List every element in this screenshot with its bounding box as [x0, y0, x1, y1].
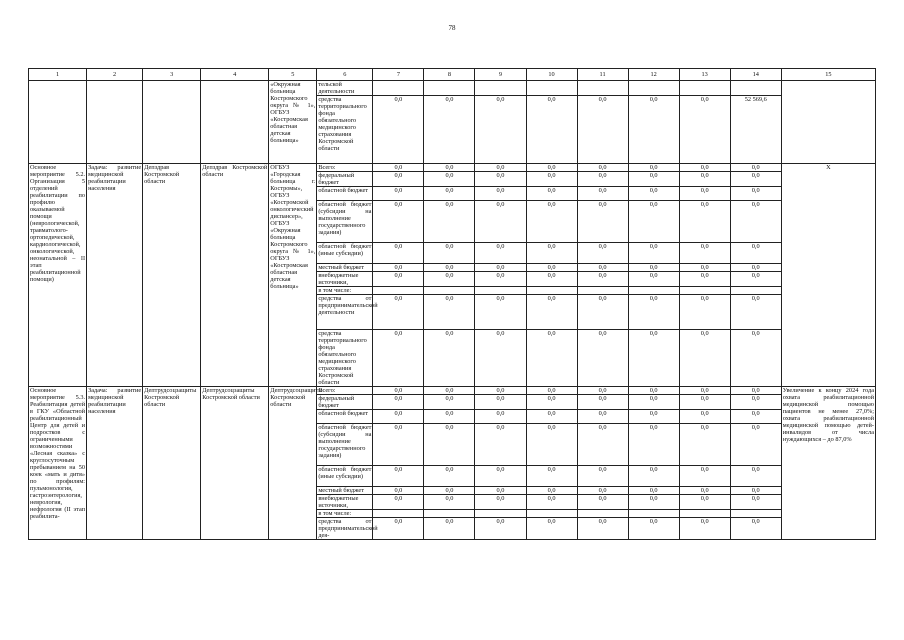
value-cell: 0,0: [577, 387, 628, 395]
header-cell: 5: [269, 69, 317, 81]
value-cell: 0,0: [373, 164, 424, 172]
value-cell: 0,0: [730, 295, 781, 330]
value-cell: 0,0: [730, 264, 781, 272]
executor-cell: ОГБУЗ «Городская больница г. Костромы», ОГБУЗ «Костромской онкологический диспансер», ОГБУЗ «Окружная больница Костромского округа № 1», ОГБУЗ «Костромская областная детская больница»: [269, 164, 317, 387]
value-cell: 0,0: [679, 466, 730, 487]
value-cell: [730, 510, 781, 518]
value-cell: 0,0: [577, 201, 628, 243]
empty-cell: [201, 81, 269, 164]
header-cell: 9: [475, 69, 526, 81]
value-cell: 0,0: [475, 466, 526, 487]
table-row: [29, 81, 876, 96]
result-cell: Увеличение к концу 2024 года охвата реабилитационной медицинской помощью пациентов не менее 27,0%; охвата реабилитационной медицинской помощью детей-инвалидов от числа нуждающихся – до 87,0%: [781, 387, 875, 540]
result-cell: Х: [781, 164, 875, 387]
header-cell: 14: [730, 69, 781, 81]
coexecutor-cell: Депздрав Костромской области: [143, 164, 201, 387]
value-cell: [475, 287, 526, 295]
value-cell: 0,0: [577, 518, 628, 540]
value-cell: 0,0: [679, 424, 730, 466]
value-cell: 0,0: [628, 187, 679, 201]
budget-table: [28, 68, 876, 540]
value-cell: 0,0: [730, 387, 781, 395]
value-cell: 0,0: [628, 172, 679, 187]
value-cell: 0,0: [577, 410, 628, 424]
value-cell: 0,0: [526, 495, 577, 510]
value-cell: 0,0: [424, 272, 475, 287]
value-cell: 0,0: [628, 410, 679, 424]
value-cell: 0,0: [424, 187, 475, 201]
value-cell: 0,0: [628, 387, 679, 395]
value-cell: 0,0: [679, 410, 730, 424]
value-cell: [475, 510, 526, 518]
value-cell: [679, 81, 730, 96]
value-cell: [628, 287, 679, 295]
table-row: [29, 387, 876, 395]
funding-source-label: областной бюджет (субсидии на выполнение государственного задания): [317, 424, 373, 466]
value-cell: 0,0: [373, 264, 424, 272]
value-cell: 0,0: [373, 330, 424, 387]
value-cell: 0,0: [730, 164, 781, 172]
responsible-cell: Депздрав Костромской области: [201, 164, 269, 387]
value-cell: 0,0: [628, 518, 679, 540]
value-cell: 0,0: [373, 295, 424, 330]
value-cell: 0,0: [526, 187, 577, 201]
value-cell: 0,0: [628, 330, 679, 387]
value-cell: 0,0: [475, 172, 526, 187]
value-cell: 0,0: [424, 466, 475, 487]
funding-source-label: внебюджетные источники,: [317, 272, 373, 287]
value-cell: 0,0: [475, 201, 526, 243]
value-cell: 0,0: [475, 518, 526, 540]
value-cell: 0,0: [526, 466, 577, 487]
value-cell: 0,0: [475, 243, 526, 264]
funding-source-label: средства территориального фонда обязательного медицинского страхования Костромской области: [317, 96, 373, 164]
value-cell: 0,0: [424, 330, 475, 387]
executor-cell: Дептрудсоцзащиты Костромской области: [269, 387, 317, 540]
value-cell: 0,0: [679, 395, 730, 410]
value-cell: 0,0: [577, 187, 628, 201]
value-cell: 0,0: [424, 96, 475, 164]
value-cell: 0,0: [577, 172, 628, 187]
table-row: [29, 164, 876, 172]
empty-cell: [87, 81, 143, 164]
value-cell: 0,0: [730, 424, 781, 466]
value-cell: 0,0: [475, 495, 526, 510]
page-number: 78: [448, 24, 456, 32]
value-cell: [526, 287, 577, 295]
value-cell: 0,0: [526, 272, 577, 287]
value-cell: 0,0: [526, 243, 577, 264]
value-cell: 0,0: [730, 243, 781, 264]
value-cell: 0,0: [424, 387, 475, 395]
value-cell: [679, 287, 730, 295]
funding-source-label: внебюджетные источники,: [317, 495, 373, 510]
value-cell: 0,0: [577, 466, 628, 487]
empty-cell: [143, 81, 201, 164]
value-cell: [679, 510, 730, 518]
value-cell: 0,0: [373, 387, 424, 395]
value-cell: 0,0: [628, 264, 679, 272]
value-cell: 0,0: [373, 487, 424, 495]
activity-name: Основное мероприятие 5.2. Организация 5 отделений реабилитации по профилю оказываемой помощи (неврологической, травматолого-ортопедической, кардиологической, онкологической, неонатальной – II этап реабилитационной помощи): [29, 164, 87, 387]
value-cell: 0,0: [577, 495, 628, 510]
value-cell: 0,0: [730, 201, 781, 243]
funding-source-label: средства от предпринимательской дея-: [318, 518, 378, 539]
value-cell: 0,0: [373, 395, 424, 410]
value-cell: 0,0: [679, 295, 730, 330]
coexecutor-cell: Дептрудсоцзащиты Костромской области: [143, 387, 201, 540]
value-cell: 0,0: [526, 487, 577, 495]
value-cell: 0,0: [475, 96, 526, 164]
value-cell: 0,0: [679, 243, 730, 264]
task-cell: Задача: развитие медицинской реабилитации населения: [87, 164, 143, 387]
value-cell: 0,0: [628, 466, 679, 487]
funding-source-label: областной бюджет: [317, 410, 373, 424]
value-cell: 0,0: [679, 164, 730, 172]
value-cell: 0,0: [475, 487, 526, 495]
value-cell: 0,0: [628, 243, 679, 264]
funding-source-label: областной бюджет (иные субсидии): [317, 466, 373, 487]
value-cell: 0,0: [373, 272, 424, 287]
value-cell: 0,0: [424, 243, 475, 264]
value-cell: 0,0: [730, 395, 781, 410]
value-cell: 0,0: [475, 264, 526, 272]
value-cell: 0,0: [730, 187, 781, 201]
funding-source-label: средства от предпринимательской деятельности: [317, 295, 373, 330]
value-cell: 0,0: [526, 330, 577, 387]
value-cell: 0,0: [526, 201, 577, 243]
value-cell: 0,0: [628, 495, 679, 510]
value-cell: 0,0: [475, 387, 526, 395]
value-cell: 0,0: [373, 424, 424, 466]
value-cell: 0,0: [526, 96, 577, 164]
value-cell: 0,0: [526, 264, 577, 272]
header-cell: 10: [526, 69, 577, 81]
header-cell: 13: [679, 69, 730, 81]
value-cell: 0,0: [679, 330, 730, 387]
value-cell: 0,0: [679, 96, 730, 164]
value-cell: 0,0: [526, 395, 577, 410]
value-cell: 0,0: [679, 187, 730, 201]
value-cell: 0,0: [577, 243, 628, 264]
header-cell: 7: [373, 69, 424, 81]
value-cell: 0,0: [424, 201, 475, 243]
header-cell: 15: [781, 69, 875, 81]
value-cell: [730, 81, 781, 96]
value-cell: 0,0: [577, 272, 628, 287]
header-cell: 1: [29, 69, 87, 81]
value-cell: 0,0: [577, 295, 628, 330]
value-cell: 0,0: [679, 264, 730, 272]
activity-name: Основное мероприятие 5.3. Реабилитация детей в ГКУ «Областной реабилитационный Центр для детей и подростков с ограниченными возможностями «Лесная сказка» с круглосуточным пребыванием на 50 коек «мать и дитя» по профилям: пульмонология, гастроэнтерология, неврология, нефрология (II этап реабилита-: [29, 387, 87, 540]
value-cell: 0,0: [628, 395, 679, 410]
value-cell: [424, 510, 475, 518]
funding-source-label: средства территориального фонда обязательного медицинского страхования Костромской области: [317, 330, 373, 387]
value-cell: 0,0: [424, 172, 475, 187]
value-cell: [424, 81, 475, 96]
value-cell: 0,0: [475, 330, 526, 387]
value-cell: 0,0: [628, 424, 679, 466]
value-cell: 0,0: [424, 395, 475, 410]
value-cell: 0,0: [679, 272, 730, 287]
value-cell: 0,0: [424, 495, 475, 510]
result-cell: [781, 81, 875, 164]
funding-source-label: областной бюджет (субсидии на выполнение государственного задания): [317, 201, 373, 243]
value-cell: 0,0: [373, 243, 424, 264]
funding-source-label: областной бюджет: [317, 187, 373, 201]
value-cell: 0,0: [475, 395, 526, 410]
value-cell: 0,0: [424, 487, 475, 495]
value-cell: 0,0: [373, 410, 424, 424]
value-cell: 0,0: [526, 410, 577, 424]
value-cell: 0,0: [577, 424, 628, 466]
value-cell: 0,0: [628, 272, 679, 287]
value-cell: 0,0: [373, 201, 424, 243]
value-cell: [526, 510, 577, 518]
value-cell: [475, 81, 526, 96]
header-cell: 3: [143, 69, 201, 81]
header-cell: 8: [424, 69, 475, 81]
value-cell: 0,0: [424, 295, 475, 330]
value-cell: 0,0: [628, 96, 679, 164]
value-cell: 0,0: [373, 187, 424, 201]
value-cell: 0,0: [526, 164, 577, 172]
funding-source-label: Всего:: [317, 164, 373, 172]
value-cell: 0,0: [679, 172, 730, 187]
value-cell: 0,0: [373, 172, 424, 187]
header-cell: 11: [577, 69, 628, 81]
value-cell: 0,0: [730, 272, 781, 287]
funding-source-label: федеральный бюджет: [317, 395, 373, 410]
funding-source-label: тельской деятельности: [317, 81, 373, 96]
value-cell: 0,0: [577, 264, 628, 272]
value-cell: 0,0: [373, 96, 424, 164]
value-cell: 0,0: [577, 487, 628, 495]
value-cell: 0,0: [577, 164, 628, 172]
funding-source-label: в том числе:: [317, 510, 373, 518]
value-cell: 0,0: [679, 518, 730, 540]
value-cell: [628, 81, 679, 96]
value-cell: 0,0: [628, 295, 679, 330]
task-cell: Задача: развитие медицинской реабилитации населения: [87, 387, 143, 540]
value-cell: 0,0: [730, 495, 781, 510]
value-cell: [424, 287, 475, 295]
value-cell: 0,0: [730, 466, 781, 487]
value-cell: 0,0: [628, 164, 679, 172]
value-cell: 0,0: [577, 395, 628, 410]
value-cell: 0,0: [526, 172, 577, 187]
value-cell: 0,0: [577, 330, 628, 387]
value-cell: 0,0: [424, 264, 475, 272]
value-cell: [373, 81, 424, 96]
header-row: [29, 69, 876, 81]
value-cell: [373, 287, 424, 295]
value-cell: 0,0: [424, 424, 475, 466]
funding-source-label: Всего:: [317, 387, 373, 395]
value-cell: 0,0: [526, 424, 577, 466]
value-cell: 0,0: [475, 424, 526, 466]
funding-source-label: местный бюджет: [317, 487, 373, 495]
header-cell: 4: [201, 69, 269, 81]
funding-source-label: областной бюджет (иные субсидии): [317, 243, 373, 264]
value-cell: 0,0: [526, 387, 577, 395]
value-cell: 0,0: [475, 410, 526, 424]
value-cell: [577, 510, 628, 518]
value-cell: 0,0: [730, 487, 781, 495]
value-cell: 0,0: [475, 164, 526, 172]
executor-cell: «Окружная больница Костромского округа № 1», ОГБУЗ «Костромская областная детская больница»: [269, 81, 317, 164]
value-cell: 0,0: [679, 201, 730, 243]
value-cell: 0,0: [679, 495, 730, 510]
header-cell: 2: [87, 69, 143, 81]
value-cell: 0,0: [628, 201, 679, 243]
value-cell: 0,0: [475, 187, 526, 201]
value-cell: 0,0: [526, 295, 577, 330]
value-cell: 0,0: [679, 487, 730, 495]
value-cell: [577, 81, 628, 96]
value-cell: 0,0: [424, 518, 475, 540]
value-cell: [577, 287, 628, 295]
value-cell: 0,0: [373, 518, 424, 540]
header-cell: 12: [628, 69, 679, 81]
value-cell: 0,0: [730, 330, 781, 387]
value-cell: 0,0: [679, 387, 730, 395]
value-cell: 0,0: [373, 495, 424, 510]
value-cell: [628, 510, 679, 518]
value-cell: 0,0: [526, 518, 577, 540]
funding-source-label: местный бюджет: [317, 264, 373, 272]
value-cell: 0,0: [730, 410, 781, 424]
funding-source-label: федеральный бюджет: [317, 172, 373, 187]
value-cell: 52 569,6: [730, 96, 781, 164]
value-cell: 0,0: [424, 164, 475, 172]
value-cell: [526, 81, 577, 96]
empty-cell: [29, 81, 87, 164]
responsible-cell: Дептрудсоцзащиты Костромской области: [201, 387, 269, 540]
value-cell: [373, 510, 424, 518]
value-cell: [730, 287, 781, 295]
value-cell: 0,0: [475, 295, 526, 330]
value-cell: 0,0: [628, 487, 679, 495]
funding-source-label: в том числе:: [317, 287, 373, 295]
value-cell: 0,0: [475, 272, 526, 287]
header-cell: 6: [317, 69, 373, 81]
value-cell: 0,0: [424, 410, 475, 424]
value-cell: 0,0: [577, 96, 628, 164]
value-cell: 0,0: [373, 466, 424, 487]
value-cell: 0,0: [730, 518, 781, 540]
value-cell: 0,0: [730, 172, 781, 187]
